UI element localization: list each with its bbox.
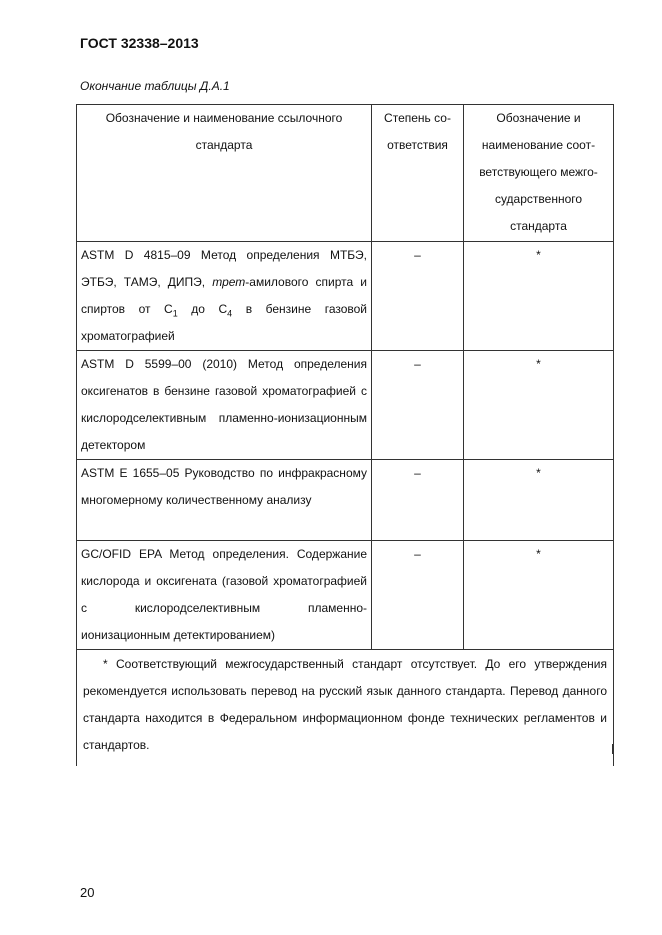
subscript: 4	[227, 308, 233, 319]
degree-cell: –	[372, 242, 464, 351]
standard-text-part: в бензине газовой хроматографией	[81, 302, 368, 343]
page-number: 20	[80, 885, 95, 900]
table-edge-mark	[612, 744, 613, 754]
header-degree-of-compliance: Степень со-ответствия	[372, 105, 464, 242]
table-edge-mark	[76, 744, 77, 754]
degree-cell: –	[372, 541, 464, 650]
equivalent-standard-cell: *	[464, 351, 614, 460]
table-row	[77, 242, 614, 351]
degree-cell: –	[372, 460, 464, 541]
table-header-row	[77, 105, 614, 242]
standard-text-italic: трет	[212, 275, 246, 289]
reference-standard-cell: GC/OFID EPA Метод определения. Содержание кислорода и оксигената (газовой хроматографией с кислородселективным пламенно-ионизационным детектированием)	[77, 541, 372, 650]
footnote-row	[77, 650, 614, 766]
degree-cell: –	[372, 351, 464, 460]
standard-text-part: -амилового спирта и спиртов от С	[81, 275, 367, 316]
subscript: 1	[172, 308, 178, 319]
header-equivalent-standard: Обозначение и наименование соот-ветствующего межго-сударственного стандарта	[464, 105, 614, 242]
footnote	[77, 650, 614, 766]
header-reference-standard: Обозначение и наименование ссылочного стандарта	[77, 105, 372, 242]
standard-text-part: ASTM D 4815–09 Метод определения МТБЭ, ЭТБЭ, ТАМЭ, ДИПЭ,	[81, 248, 367, 289]
standard-text-part: до С	[177, 302, 228, 316]
table-caption: Окончание таблицы Д.А.1	[80, 79, 230, 93]
reference-standard-cell: ASTM D 5599–00 (2010) Метод определения оксигенатов в бензине газовой хроматографией с кислородселективным пламенно-ионизационным детектором	[77, 351, 372, 460]
table-row	[77, 541, 614, 650]
footnote-text: * Соответствующий межгосударственный стандарт отсутствует. До его утверждения рекомендуется использовать перевод на русский язык данного стандарта. Перевод данного стандарта находится в Федеральном информационном фонде технических регламентов и стандартов.	[83, 657, 607, 752]
table-row	[77, 351, 614, 460]
equivalent-standard-cell: *	[464, 541, 614, 650]
reference-standard-cell: ASTM E 1655–05 Руководство по инфракрасному многомерному количественному анализу	[77, 460, 372, 541]
document-code: ГОСТ 32338–2013	[80, 35, 199, 51]
standards-table	[76, 104, 614, 766]
equivalent-standard-cell: *	[464, 242, 614, 351]
reference-standard-cell	[77, 242, 372, 351]
equivalent-standard-cell: *	[464, 460, 614, 541]
table-row	[77, 460, 614, 541]
